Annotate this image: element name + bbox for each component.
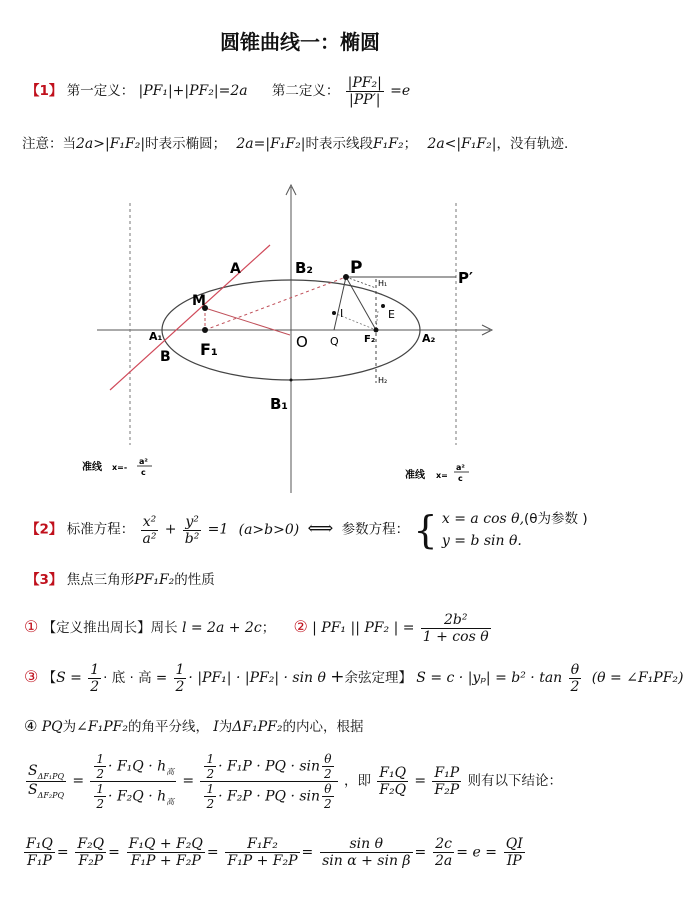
property-2-den: 1 + cos θ [422,629,489,645]
segment-ratio-p [432,765,461,798]
note-cond-3: 2a<|F₁F₂| [427,136,497,152]
label-a: A [230,261,241,277]
label-a2: A₂ [422,332,436,345]
property-2-lhs: | PF₁ || PF₂ | = [312,620,415,636]
sine-ratio-half-d2: 2 [206,797,215,811]
property-1-sep: ； [261,620,276,636]
theta-half [569,662,582,695]
area-half-2-num: 1 [175,662,185,678]
area-half-1-num: 1 [90,662,100,678]
sine-ratio-theta-d2: 2 [324,797,332,811]
label-m: M [192,293,206,309]
property-4-triangle: ΔF₁PF₂ [232,719,283,735]
final-frac-1 [24,836,55,869]
property-3-open: 【 [42,670,57,686]
note-text-1: 时表示椭圆； [145,136,227,152]
area-ratio-den-sub: ΔF₂PQ [37,790,65,800]
std-frac-y-den: b² [184,530,200,547]
label-q: Q [330,335,339,348]
height-ratio-den: · F₂Q · h [108,788,167,805]
segment-p-f2 [346,277,376,330]
point-e [381,304,385,308]
property-1-mark: ① [24,617,39,636]
left-directrix-eq: x=- [112,463,128,472]
final-frac-4-num: F₁F₂ [225,836,299,853]
sine-ratio: $\frac{1}{2}$ · F₁P · PQ · sin $\frac{\theta}{2}$ $\frac{1}{2}$ · F₂P · PQ · sin $\frac{\theta}{2}$ [200,752,337,811]
point-p [343,274,349,280]
final-frac-6-num: 2c [433,836,454,853]
area-ratio-num: S [28,763,38,780]
area-half-2-den: 2 [175,679,185,695]
final-frac-4-den: F₁P + F₂P [227,853,298,869]
area-ratio-num-sub: ΔF₁PQ [37,772,65,781]
note-cond-2: 2a=|F₁F₂| [236,136,306,152]
ellipse-diagram [0,175,600,495]
second-definition-rhs: =e [390,83,411,99]
segment-p-q [334,277,346,330]
label-f1: F₁ [200,340,218,359]
property-4-t4: 的角平分线， [127,719,209,735]
property-4-pq: PQ [41,719,63,735]
property-2-fraction [421,612,491,645]
final-frac-7-num: QI [505,836,523,852]
sine-ratio-num: · F₁P · PQ · sin [218,758,321,775]
parametric-label: 参数方程： [341,521,410,538]
ratio-comma: ，即 [343,773,371,789]
theta-half-den: 2 [570,679,580,695]
segment-ratio-q-num: F₁Q [379,765,407,781]
property-2-num: 2b² [421,612,491,629]
label-b: B [160,349,171,365]
section-3-label: 焦点三角形 [66,572,135,588]
property-4-angle: ∠F₁PF₂ [76,719,128,735]
final-frac-5-num: sin θ [320,836,412,853]
ratio-derivation: $\frac{S_{\Delta F_1PQ}}{S_{\Delta F_2PQ}}$ = $\frac{1}{2}$ · $F_1Q \cdot h_高$ $\frac{1}{2}$ · $F_2Q \cdot h_高$ = $\frac{1}{2}$ · F₁P · PQ · sin $\frac{\theta}{2}$ $\frac{1}{2}$ · F₂P · PQ · sin $\frac{\theta}{2}$ ，即 $\frac{\text{F₁Q}}{\text{F₂Q}}$ = $\frac{\text{F₁P}}{\text{F₂P}}$ 则有以下结论： [28,752,562,811]
parametric-note: (θ为参数 ) [524,511,588,527]
point-b1 [290,379,293,382]
final-chain: $\frac{\text{F₁Q}}{\text{F₁P}}$ = $\frac{\text{F₂Q}}{\text{F₂P}}$ = $\frac{\text{F₁Q + F₂Q}}{\text{F₁P + F₂P}}$ = $\frac{\text{F₁F₂}}{\text{F₁P + F₂P}}$ = $\frac{\text{sin θ}}{\text{sin α + sin β}}$ = $\frac{2c}{2a}$ = e = $\frac{QI}{IP}$ [26,836,523,869]
segment-p-h1 [346,277,376,288]
std-frac-x-den: a² [142,530,157,547]
height-ratio-den-sub: 高 [166,797,175,807]
parametric-x: x = a cos θ, [441,511,525,527]
property-4-i: I [213,719,219,735]
height-ratio-half-n2: 1 [96,782,105,796]
property-4-t6: 为 [218,719,233,735]
area-half-2 [174,662,187,695]
area-tan-formula: S = c · |yₚ| = b² · tan [416,670,563,686]
property-2-mark: ② [293,617,308,636]
first-definition-label: 第一定义： [66,83,135,99]
first-definition-formula: |PF₁|+|PF₂|=2a [138,83,248,99]
sine-ratio-half-n2: 1 [206,782,215,796]
note-cond-1: 2a>|F₁F₂| [76,136,146,152]
segment-ratio-q-den: F₂Q [379,782,407,798]
note-prefix: 注意：当 [22,136,76,152]
std-rhs: =1 [207,521,229,538]
left-directrix-frac-den: c [141,468,146,477]
final-frac-4 [225,836,299,869]
property-4-t2: 为 [62,719,77,735]
property-4-mark: ④ [24,717,38,735]
area-s-eq: S = [56,670,82,686]
sine-ratio-den: · F₂P · PQ · sin [218,788,321,805]
property-1-bracket: 【定义推出周长】 [42,620,151,636]
label-e: E [388,308,395,321]
left-directrix-label: 准线 [82,462,102,473]
section-3-suffix: 的性质 [174,572,215,588]
property-1-text: 周长 [150,620,178,636]
final-frac-3-den: F₁P + F₂P [130,853,201,869]
second-definition-label: 第二定义： [271,83,340,99]
final-frac-7-den: IP [506,853,522,869]
section-3 [26,568,215,588]
label-h1: H₁ [378,279,388,288]
sine-ratio-half-n: 1 [206,752,215,766]
std-frac-x-num: x² [141,514,159,531]
area-ratio-den: S [28,782,38,798]
final-frac-3-num: F₁Q + F₂Q [128,836,203,852]
ratio-eq-1: = [72,773,85,789]
property-3 [24,662,684,695]
parametric-brace: { [413,508,438,552]
plus-sign: + [330,667,345,687]
segment-ratio-p-den: F₂P [434,782,460,798]
label-b1: B₁ [270,395,289,413]
theta-half-num: θ [569,662,582,679]
right-directrix-eq: x= [436,471,448,480]
label-o: O [296,333,308,351]
property-4-t8: 的内心，根据 [282,719,364,735]
final-e: = e = [456,844,497,861]
label-pprime: P′ [458,269,473,287]
cosine-rule-text: 余弦定理】 [344,670,412,686]
right-directrix-frac-num: a² [456,463,465,472]
area-ratio [26,763,66,800]
final-frac-7 [504,836,525,869]
label-h2: H₂ [378,376,388,385]
area-sine-formula: · |PF₁| · |PF₂| · sin θ [188,670,326,686]
equivalence-arrow: ⟺ [307,517,334,539]
final-frac-2 [75,836,106,869]
right-directrix-label: 准线 [405,470,425,481]
section-3-triangle: PF₁F₂ [134,572,175,588]
segment-m-q [205,308,290,335]
ratio-eq-2: = [182,773,195,789]
ratio-conclusion: 则有以下结论： [467,773,562,789]
point-i [332,311,336,315]
sine-ratio-theta-d: 2 [324,767,332,781]
point-f2 [374,328,379,333]
area-base-height: · 底 · 高 = [103,670,168,686]
point-f1 [202,327,208,333]
sine-ratio-half-d: 2 [206,767,215,781]
second-definition-fraction [346,75,384,108]
property-3-mark: ③ [24,667,39,686]
height-ratio [90,752,176,811]
label-i: I [340,307,344,320]
perimeter-formula: l = 2a + 2c [181,620,262,636]
section-3-tag: 【3】 [26,572,63,588]
final-frac-6-den: 2a [435,853,453,869]
note-line [22,132,568,152]
label-a1: A₁ [149,330,163,343]
area-half-1-den: 2 [90,679,100,695]
theta-condition: (θ = ∠F₁PF₂) [591,670,684,686]
left-directrix-frac-num: a² [139,457,148,466]
height-ratio-half-d: 2 [96,767,105,781]
right-directrix-frac-den: c [458,474,463,483]
section-2: 【2】 标准方程： $\frac{\text{x²}}{\text{a²}}$ + $\frac{\text{y²}}{\text{b²}}$ =1 (a>b>0) ⟺ 参数方程： { x = a cos θ,(θ为参数 ) y = b sin θ. [26,508,588,552]
segment-ratio-q [377,765,408,798]
final-frac-5-den: sin α + sin β [322,853,411,869]
standard-equation-label: 标准方程： [66,521,135,538]
note-text-2b: ； [403,136,418,152]
section-2-tag: 【2】 [26,521,63,538]
segment-ratio-p-num: F₁P [434,765,460,781]
final-frac-2-num: F₂Q [77,836,105,852]
height-ratio-half-n: 1 [96,752,105,766]
final-frac-1-num: F₁Q [26,836,53,852]
note-segment: F₁F₂ [372,136,404,152]
label-p: P [350,258,363,278]
second-definition-denominator: |PP′| [349,92,381,108]
tangent-line [110,245,270,390]
second-definition-numerator: |PF₂| [347,75,382,91]
final-frac-2-den: F₂P [78,853,104,869]
section-1 [26,75,410,108]
final-frac-1-den: F₁P [27,853,52,869]
properties-1-2 [24,612,493,645]
property-4 [24,715,363,735]
note-text-2: 时表示线段 [305,136,373,152]
std-frac-y [183,514,202,547]
final-frac-6 [433,836,454,869]
page-title: 圆锥曲线一：椭圆 [220,30,380,54]
height-ratio-num-sub: 高 [166,767,175,777]
parametric-system [442,508,588,552]
label-f2: F₂ [364,334,376,345]
std-condition: (a>b>0) [238,521,300,538]
label-b2: B₂ [295,259,314,277]
final-frac-3 [127,836,205,869]
note-text-3: ，没有轨迹. [496,136,569,152]
parametric-y: y = b sin θ. [441,533,522,549]
std-frac-y-num: y² [183,514,202,531]
height-ratio-num: · F₁Q · h [108,758,167,775]
section-1-tag: 【1】 [26,83,63,99]
final-frac-5 [320,836,412,869]
segment-e-f2 [376,311,378,330]
height-ratio-half-d2: 2 [96,797,105,811]
area-half-1 [88,662,101,695]
std-frac-x [141,514,159,547]
